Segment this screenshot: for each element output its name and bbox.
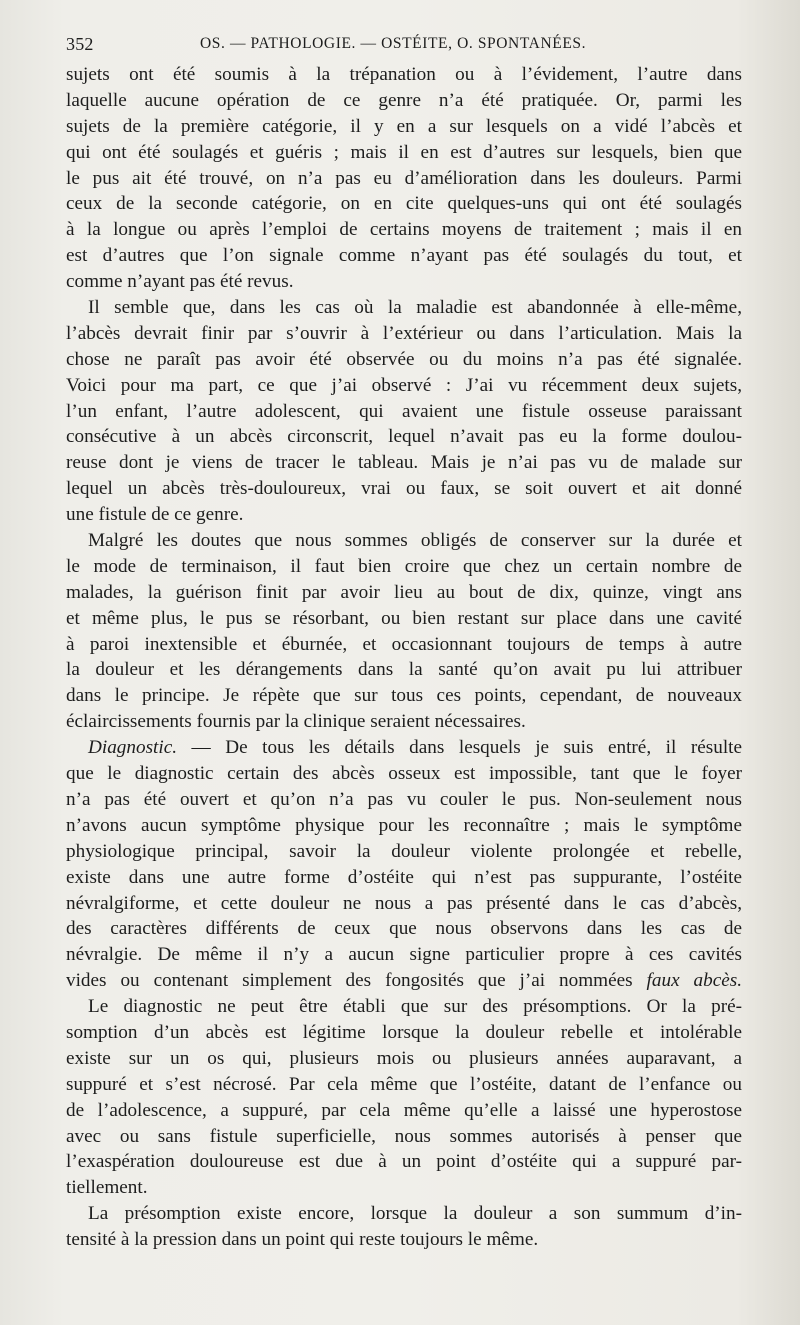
text-line: physiologique principal, savoir la douleur violente prolongée et rebelle,: [66, 840, 742, 862]
paragraph-diagnostic: [66, 735, 742, 994]
text-line: Voici pour ma part, ce que j’ai observé : J’ai vu récemment deux sujets,: [66, 374, 742, 396]
text-line: à paroi inextensible et éburnée, et occasionnant toujours de temps à autre: [66, 633, 742, 655]
paragraph-pressure: [66, 1201, 742, 1253]
text-line: consécutive à un abcès circonscrit, lequel n’avait pas eu la forme doulou-: [66, 426, 742, 448]
text-line: le pus ait été trouvé, on n’a pas eu d’amélioration dans les douleurs. Parmi: [66, 167, 742, 189]
text-line: névralgiforme, et cette douleur ne nous a pas présenté dans le cas d’abcès,: [66, 892, 742, 914]
text-line: le mode de terminaison, il faut bien croire que chez un certain nombre de: [66, 555, 742, 577]
text-line: malades, la guérison finit par avoir lieu au bout de dix, quinze, vingt ans: [66, 581, 742, 603]
paragraph-abandoned-disease: [66, 295, 742, 528]
text-line: des caractères différents de ceux que nous observons dans les cas de: [66, 918, 742, 940]
text-line: sujets ont été soumis à la trépanation ou à l’évidement, l’autre dans: [66, 64, 742, 85]
text-line: Le diagnostic ne peut être établi que sur des présomptions. Or la pré-: [88, 996, 742, 1018]
paragraph-presumptions: [66, 994, 742, 1201]
text-line: n’a pas été ouvert et qu’on n’a pas vu couler le pus. Non-seulement nous: [66, 788, 742, 810]
text-line: dans le principe. Je répète que sur tous ces points, cependant, de nouveaux: [66, 685, 742, 707]
text-line: Il semble que, dans les cas où la maladie est abandonnée à elle-même,: [88, 297, 742, 319]
text-line: tensité à la pression dans un point qui reste toujours le même.: [66, 1229, 539, 1251]
text-line: une fistule de ce genre.: [66, 504, 244, 526]
text-line: l’exaspération douloureuse est due à un point d’ostéite qui a suppuré par-: [66, 1151, 742, 1173]
page-number: 352: [66, 34, 94, 54]
text-line: à la longue ou après l’emploi de certains moyens de traitement ; mais il en: [66, 219, 742, 241]
text-line: tiellement.: [66, 1177, 148, 1199]
text-line: éclaircissements fournis par la clinique seraient nécessaires.: [66, 711, 526, 733]
text-line: [66, 968, 742, 994]
paragraph-continuation: [66, 62, 742, 295]
body-text: [66, 62, 742, 1253]
text-line: névralgie. De même il n’y a aucun signe particulier propre à ces cavités: [66, 944, 742, 966]
text-line: de l’adolescence, a suppuré, par cela même qu’elle a laissé une hyperostose: [66, 1099, 742, 1121]
running-head-title: OS. — PATHOLOGIE. — OSTÉITE, O. SPONTANÉES.: [200, 35, 587, 52]
text-line: reuse dont je viens de tracer le tableau. Mais je n’ai pas vu de malade sur: [66, 452, 742, 474]
text-line: avec ou sans fistule superficielle, nous sommes autorisés à penser que: [66, 1125, 742, 1147]
text-run: — De tous les détails dans lesquels je suis entré, il résulte: [177, 737, 742, 759]
text-line: La présomption existe encore, lorsque la douleur a son summum d’in-: [88, 1203, 742, 1225]
text-line: existe dans une autre forme d’ostéite qui n’est pas suppurante, l’ostéite: [66, 866, 742, 888]
text-run: vides ou contenant simplement des fongosités que j’ai nommées: [66, 970, 633, 992]
text-line: et même plus, le pus se résorbant, ou bien restant sur place dans une cavité: [66, 607, 742, 629]
text-line: somption d’un abcès est légitime lorsque la douleur rebelle et intolérable: [66, 1021, 742, 1043]
text-line: ceux de la seconde catégorie, on en cite quelques-uns qui ont été soulagés: [66, 193, 742, 215]
running-head: [66, 32, 766, 58]
text-line: suppuré et s’est nécrosé. Par cela même que l’ostéite, datant de l’enfance ou: [66, 1073, 742, 1095]
section-heading-diagnostic: Diagnostic.: [88, 737, 178, 759]
text-line: comme n’ayant pas été revus.: [66, 271, 294, 293]
text-line: l’un enfant, l’autre adolescent, qui avaient une fistule osseuse paraissant: [66, 400, 742, 422]
text-line: Malgré les doutes que nous sommes obligés de conserver sur la durée et: [88, 530, 742, 552]
text-line: existe sur un os qui, plusieurs mois ou plusieurs années auparavant, a: [66, 1047, 742, 1069]
italic-term-faux-abces: faux abcès.: [646, 970, 742, 992]
text-line: n’avons aucun symptôme physique pour les reconnaître ; mais le symptôme: [66, 814, 742, 836]
text-line: la douleur et les dérangements dans la santé qu’on avait pu lui attribuer: [66, 659, 742, 681]
text-line: [66, 735, 742, 761]
text-line: sujets de la première catégorie, il y en a sur lesquels on a vidé l’abcès et: [66, 115, 742, 137]
text-line: est d’autres que l’on signale comme n’ayant pas été soulagés du tout, et: [66, 245, 742, 267]
text-line: lequel un abcès très-douloureux, vrai ou faux, se soit ouvert et ait donné: [66, 478, 742, 500]
text-line: chose ne paraît pas avoir été observée ou du moins n’a pas été signalée.: [66, 348, 742, 370]
text-line: que le diagnostic certain des abcès osseux est impossible, tant que le foyer: [66, 763, 742, 785]
text-line: laquelle aucune opération de ce genre n’a été pratiquée. Or, parmi les: [66, 89, 742, 111]
text-line: l’abcès devrait finir par s’ouvrir à l’extérieur ou dans l’articulation. Mais la: [66, 322, 742, 344]
paragraph-doubts: [66, 528, 742, 735]
text-line: qui ont été soulagés et guéris ; mais il en est d’autres sur lesquels, bien que: [66, 141, 742, 163]
